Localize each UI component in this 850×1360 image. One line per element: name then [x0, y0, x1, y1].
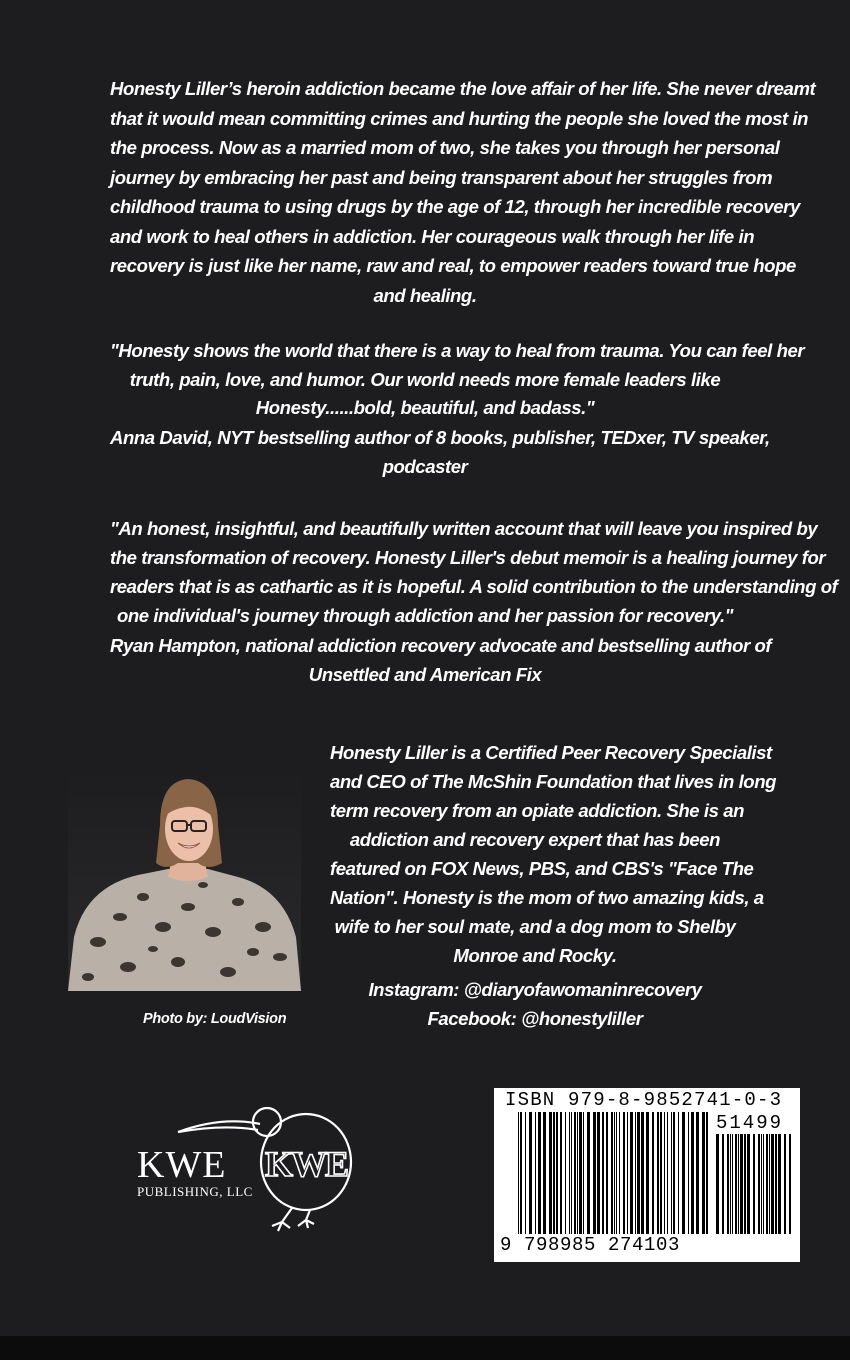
- attribution-line: podcaster: [382, 456, 468, 477]
- quote-line: Honesty......bold, beautiful, and badass.": [255, 397, 595, 418]
- barcode-bar: [789, 1134, 791, 1234]
- photo-credit: Photo by: LoudVision: [143, 1011, 287, 1027]
- bio-line: wife to her soul mate, and a dog mom to Shelby: [334, 916, 736, 937]
- barcode-bar: [587, 1112, 590, 1234]
- barcode-bar: [574, 1112, 576, 1234]
- quote-line: the transformation of recovery. Honesty Liller's debut memoir is a healing journey for: [110, 547, 826, 568]
- blurb-line: and healing.: [373, 284, 477, 306]
- endorsement-1-attribution: [110, 423, 770, 481]
- barcode-bar: [657, 1112, 659, 1234]
- author-photo: [68, 767, 301, 991]
- barcode-bar: [706, 1112, 708, 1234]
- barcode-bar: [769, 1134, 770, 1234]
- barcode-bar: [775, 1134, 777, 1234]
- barcode-bar: [619, 1112, 620, 1234]
- barcode-bar: [696, 1112, 699, 1234]
- barcode-bar: [623, 1112, 625, 1234]
- barcode-bar: [602, 1112, 604, 1234]
- bio-line: featured on FOX News, PBS, and CBS's "Face The: [330, 858, 754, 879]
- quote-line: "Honesty shows the world that there is a way to heal from trauma. You can feel her: [110, 340, 805, 361]
- barcode-bar: [535, 1112, 536, 1234]
- barcode-bar: [569, 1112, 570, 1234]
- barcode-bar: [667, 1112, 668, 1234]
- barcode-bar: [682, 1112, 685, 1234]
- isbn-label: ISBN 979-8-9852741-0-3: [505, 1089, 783, 1111]
- blurb-line: that it would mean committing crimes and hurting the people she loved the most in: [110, 107, 809, 129]
- logo-monogram: KWE: [264, 1144, 348, 1184]
- barcode-bar: [579, 1112, 582, 1234]
- barcode-bar: [671, 1112, 672, 1234]
- quote-line: readers that is as cathartic as it is hopeful. A solid contribution to the understanding of: [110, 576, 838, 597]
- quote-line: truth, pain, love, and humor. Our world needs more female leaders like: [129, 368, 721, 390]
- barcode-bar: [614, 1112, 615, 1234]
- blurb-line: recovery is just like her name, raw and real, to empower readers toward true hope: [110, 255, 796, 276]
- bio-line: Nation". Honesty is the mom of two amazing kids, a: [330, 887, 764, 908]
- blurb-line: childhood trauma to using drugs by the age of 12, through her incredible recovery: [110, 196, 800, 217]
- barcode-bar: [543, 1112, 546, 1234]
- barcode-bar: [556, 1112, 558, 1234]
- blurb-line: the process. Now as a married mom of two, she takes you through her personal: [110, 137, 780, 158]
- attribution-line: Anna David, NYT bestselling author of 8 books, publisher, TEDxer, TV speaker,: [110, 427, 770, 448]
- barcode-bar: [753, 1134, 755, 1234]
- barcode-bar: [732, 1134, 733, 1234]
- publisher-subtitle: PUBLISHING, LLC: [137, 1184, 253, 1199]
- barcode-bar: [727, 1134, 729, 1234]
- addon-barcode-bars: [716, 1134, 792, 1234]
- barcode-bar: [593, 1112, 596, 1234]
- instagram-handle: Instagram: @diaryofawomaninrecovery: [368, 979, 702, 1000]
- barcode-bar: [771, 1134, 774, 1234]
- endorsement-2-attribution: [110, 631, 772, 689]
- attribution-line: Ryan Hampton, national addiction recovery advocate and bestselling author of: [110, 635, 772, 656]
- bio-line: Monroe and Rocky.: [453, 945, 617, 966]
- barcode-bar: [553, 1112, 555, 1234]
- barcode-bar: [529, 1112, 532, 1234]
- barcode-bar: [571, 1112, 572, 1234]
- barcode-bar: [597, 1112, 600, 1234]
- attribution-line: Unsettled and American Fix: [308, 664, 542, 685]
- barcode-bar: [565, 1112, 566, 1234]
- barcode-bar: [763, 1134, 764, 1234]
- barcode-bar: [549, 1112, 552, 1234]
- endorsement-quote-1: [110, 337, 805, 423]
- blurb-line: and work to heal others in addiction. Her courageous walk through her life in: [110, 225, 755, 247]
- barcode-bar: [641, 1112, 644, 1234]
- barcode-bar: [577, 1112, 578, 1234]
- author-social-links: [330, 975, 740, 1033]
- barcode-bar: [747, 1134, 750, 1234]
- bio-line: Honesty Liller is a Certified Peer Recovery Specialist: [330, 742, 772, 763]
- barcode-bars: [518, 1112, 710, 1234]
- barcode-bar: [627, 1112, 628, 1234]
- barcode-bar: [611, 1112, 613, 1234]
- bio-line: and CEO of The McShin Foundation that lives in long: [330, 771, 777, 792]
- barcode-bar: [518, 1112, 519, 1234]
- barcode-bar: [635, 1112, 636, 1234]
- barcode-bar: [560, 1112, 562, 1234]
- barcode-bar: [673, 1112, 675, 1234]
- barcode-bar: [646, 1112, 649, 1234]
- barcode-bar: [778, 1134, 781, 1234]
- barcode-bar: [525, 1112, 526, 1234]
- ean-number: 9 798985 274103: [500, 1234, 681, 1256]
- blurb-line: journey by embracing her past and being transparent about her struggles from: [110, 166, 773, 188]
- quote-line: "An honest, insightful, and beautifully written account that will leave you inspired by: [110, 518, 818, 539]
- barcode-bar: [766, 1134, 768, 1234]
- barcode-bar: [735, 1134, 737, 1234]
- blurb-line: Honesty Liller’s heroin addiction became the love affair of her life. She never dreamt: [110, 78, 816, 99]
- barcode-bar: [758, 1134, 760, 1234]
- barcode-bar: [744, 1134, 746, 1234]
- barcode-bar: [583, 1112, 584, 1234]
- barcode-bar: [722, 1134, 724, 1234]
- barcode-bar: [616, 1112, 617, 1234]
- author-bio: [330, 738, 777, 970]
- barcode-bar: [678, 1112, 679, 1234]
- barcode-bar: [702, 1112, 705, 1234]
- barcode-bar: [538, 1112, 541, 1234]
- barcode-bar: [761, 1134, 762, 1234]
- barcode-bar: [716, 1134, 719, 1234]
- bottom-edge-strip: [0, 1336, 850, 1360]
- barcode-bar: [730, 1134, 731, 1234]
- book-blurb: [110, 74, 816, 310]
- barcode-bar: [691, 1112, 694, 1234]
- barcode-bar: [637, 1112, 640, 1234]
- barcode-bar: [660, 1112, 662, 1234]
- barcode-bar: [740, 1134, 743, 1234]
- endorsement-quote-2: [110, 514, 838, 630]
- barcode-bar: [784, 1134, 786, 1234]
- barcode-bar: [688, 1112, 689, 1234]
- publisher-name: KWE: [137, 1144, 227, 1186]
- barcode-bar: [606, 1112, 608, 1234]
- barcode-bar: [520, 1112, 522, 1234]
- price-addon-number: 51499: [716, 1112, 784, 1134]
- barcode-bar: [630, 1112, 633, 1234]
- bio-line: addiction and recovery expert that has been: [349, 829, 721, 850]
- barcode-bar: [738, 1134, 739, 1234]
- publisher-wordmark: [137, 1145, 253, 1199]
- bio-line: term recovery from an opiate addiction. She is an: [330, 800, 744, 821]
- facebook-handle: Facebook: @honestyliller: [427, 1008, 643, 1029]
- barcode-bar: [664, 1112, 665, 1234]
- barcode-bar: [652, 1112, 654, 1234]
- quote-line: one individual's journey through addiction and her passion for recovery.": [116, 605, 734, 626]
